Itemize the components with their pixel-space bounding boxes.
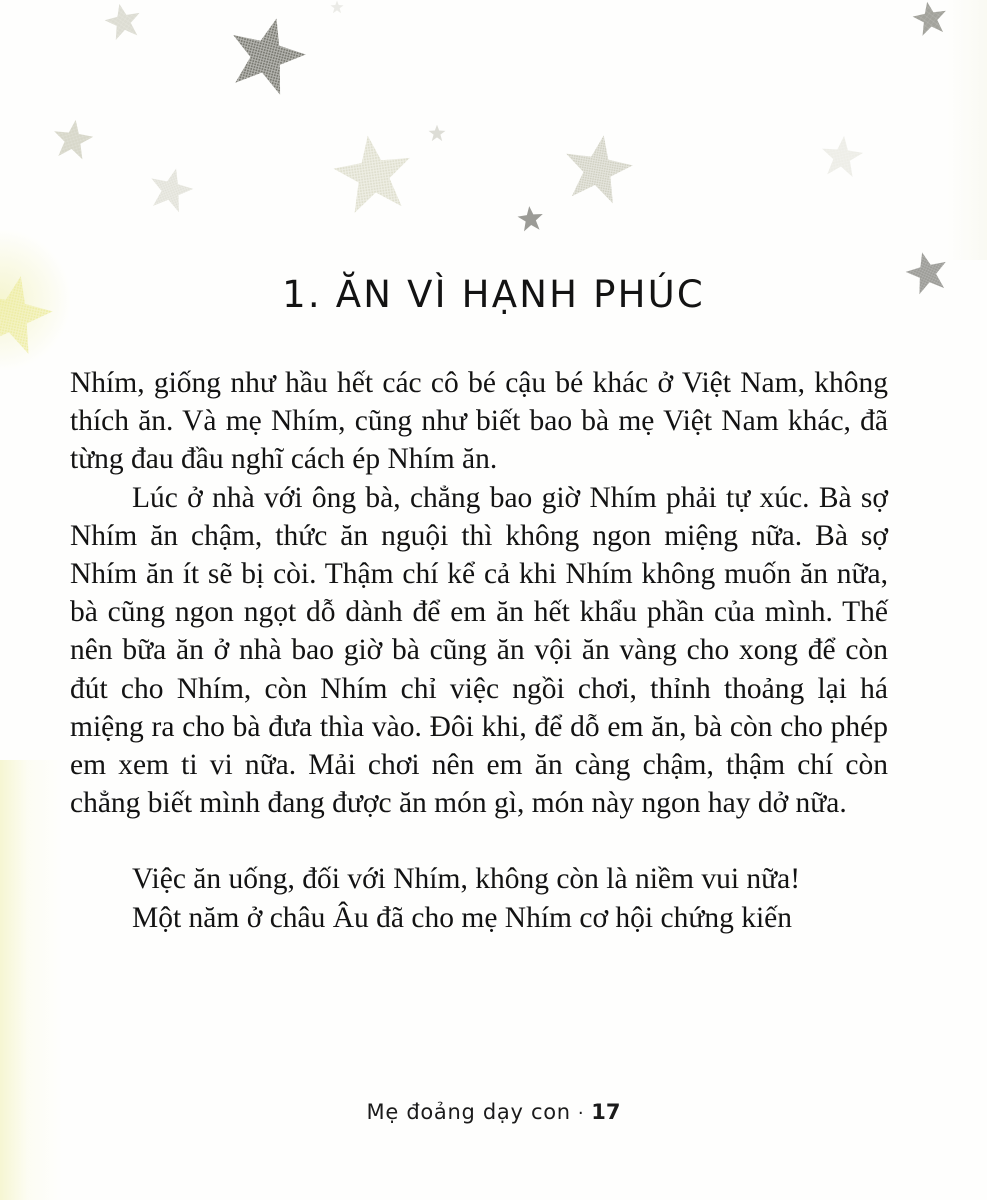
- paragraph: Việc ăn uống, đối với Nhím, không còn là niềm vui nữa!: [132, 863, 801, 896]
- body-text-block: [70, 364, 888, 937]
- star-top-large-dark-icon: [218, 5, 316, 103]
- page-title: 1. ĂN VÌ HẠNH PHÚC: [282, 272, 705, 316]
- star-top-left-corner-dot-icon: [330, 0, 344, 14]
- star-center-pale-large-icon: [327, 127, 420, 220]
- star-center-right-pale-icon: [556, 126, 639, 209]
- star-left-mid-small-icon: [49, 115, 96, 162]
- star-center-dark-small-icon: [516, 204, 546, 234]
- footer-book-title: Mẹ đoảng dạy con: [366, 1100, 571, 1124]
- star-right-upper-faint-icon: [818, 132, 866, 180]
- paragraph: Lúc ở nhà với ông bà, chẳng bao giờ Nhím phải tự xúc. Bà sợ Nhím ăn chậm, thức ăn nguội thì không ngon miệng nữa. Bà sợ Nhím ăn ít sẽ bị còi. Thậm chí kể cả khi Nhím không muốn ăn nữa, bà cũng ngon ngọt dỗ dành để em ăn hết khẩu phần của mình. Thế nên bữa ăn ở nhà bao giờ bà cũng ăn vội ăn vàng cho xong để còn đút cho Nhím, còn Nhím chỉ việc ngồi chơi, thỉnh thoảng lại há miệng ra cho bà đưa thìa vào. Đôi khi, để dỗ em ăn, bà còn cho phép em xem ti vi nữa. Mải chơi nên em ăn càng chậm, thậm chí còn chẳng biết mình đang được ăn món gì, món này ngon hay dở nữa.: [70, 481, 888, 820]
- star-top-right-dark-icon: [909, 0, 951, 39]
- star-top-left-small-icon: [100, 0, 145, 44]
- star-mid-left-faint-icon: [143, 161, 199, 217]
- star-center-tiny-icon: [428, 124, 446, 142]
- paper-tint-right: [947, 0, 987, 260]
- footer-separator: ·: [577, 1102, 585, 1124]
- page-number: 17: [591, 1100, 621, 1124]
- paper-tint-left-bottom: [0, 760, 62, 1200]
- page-footer: [0, 1100, 987, 1124]
- paragraph: Một năm ở châu Âu đã cho mẹ Nhím cơ hội chứng kiến: [132, 901, 792, 934]
- paragraph: Nhím, giống như hầu hết các cô bé cậu bé khác ở Việt Nam, không thích ăn. Và mẹ Nhím, cũng như biết bao bà mẹ Việt Nam khác, đã từng đau đầu nghĩ cách ép Nhím ăn.: [70, 367, 888, 476]
